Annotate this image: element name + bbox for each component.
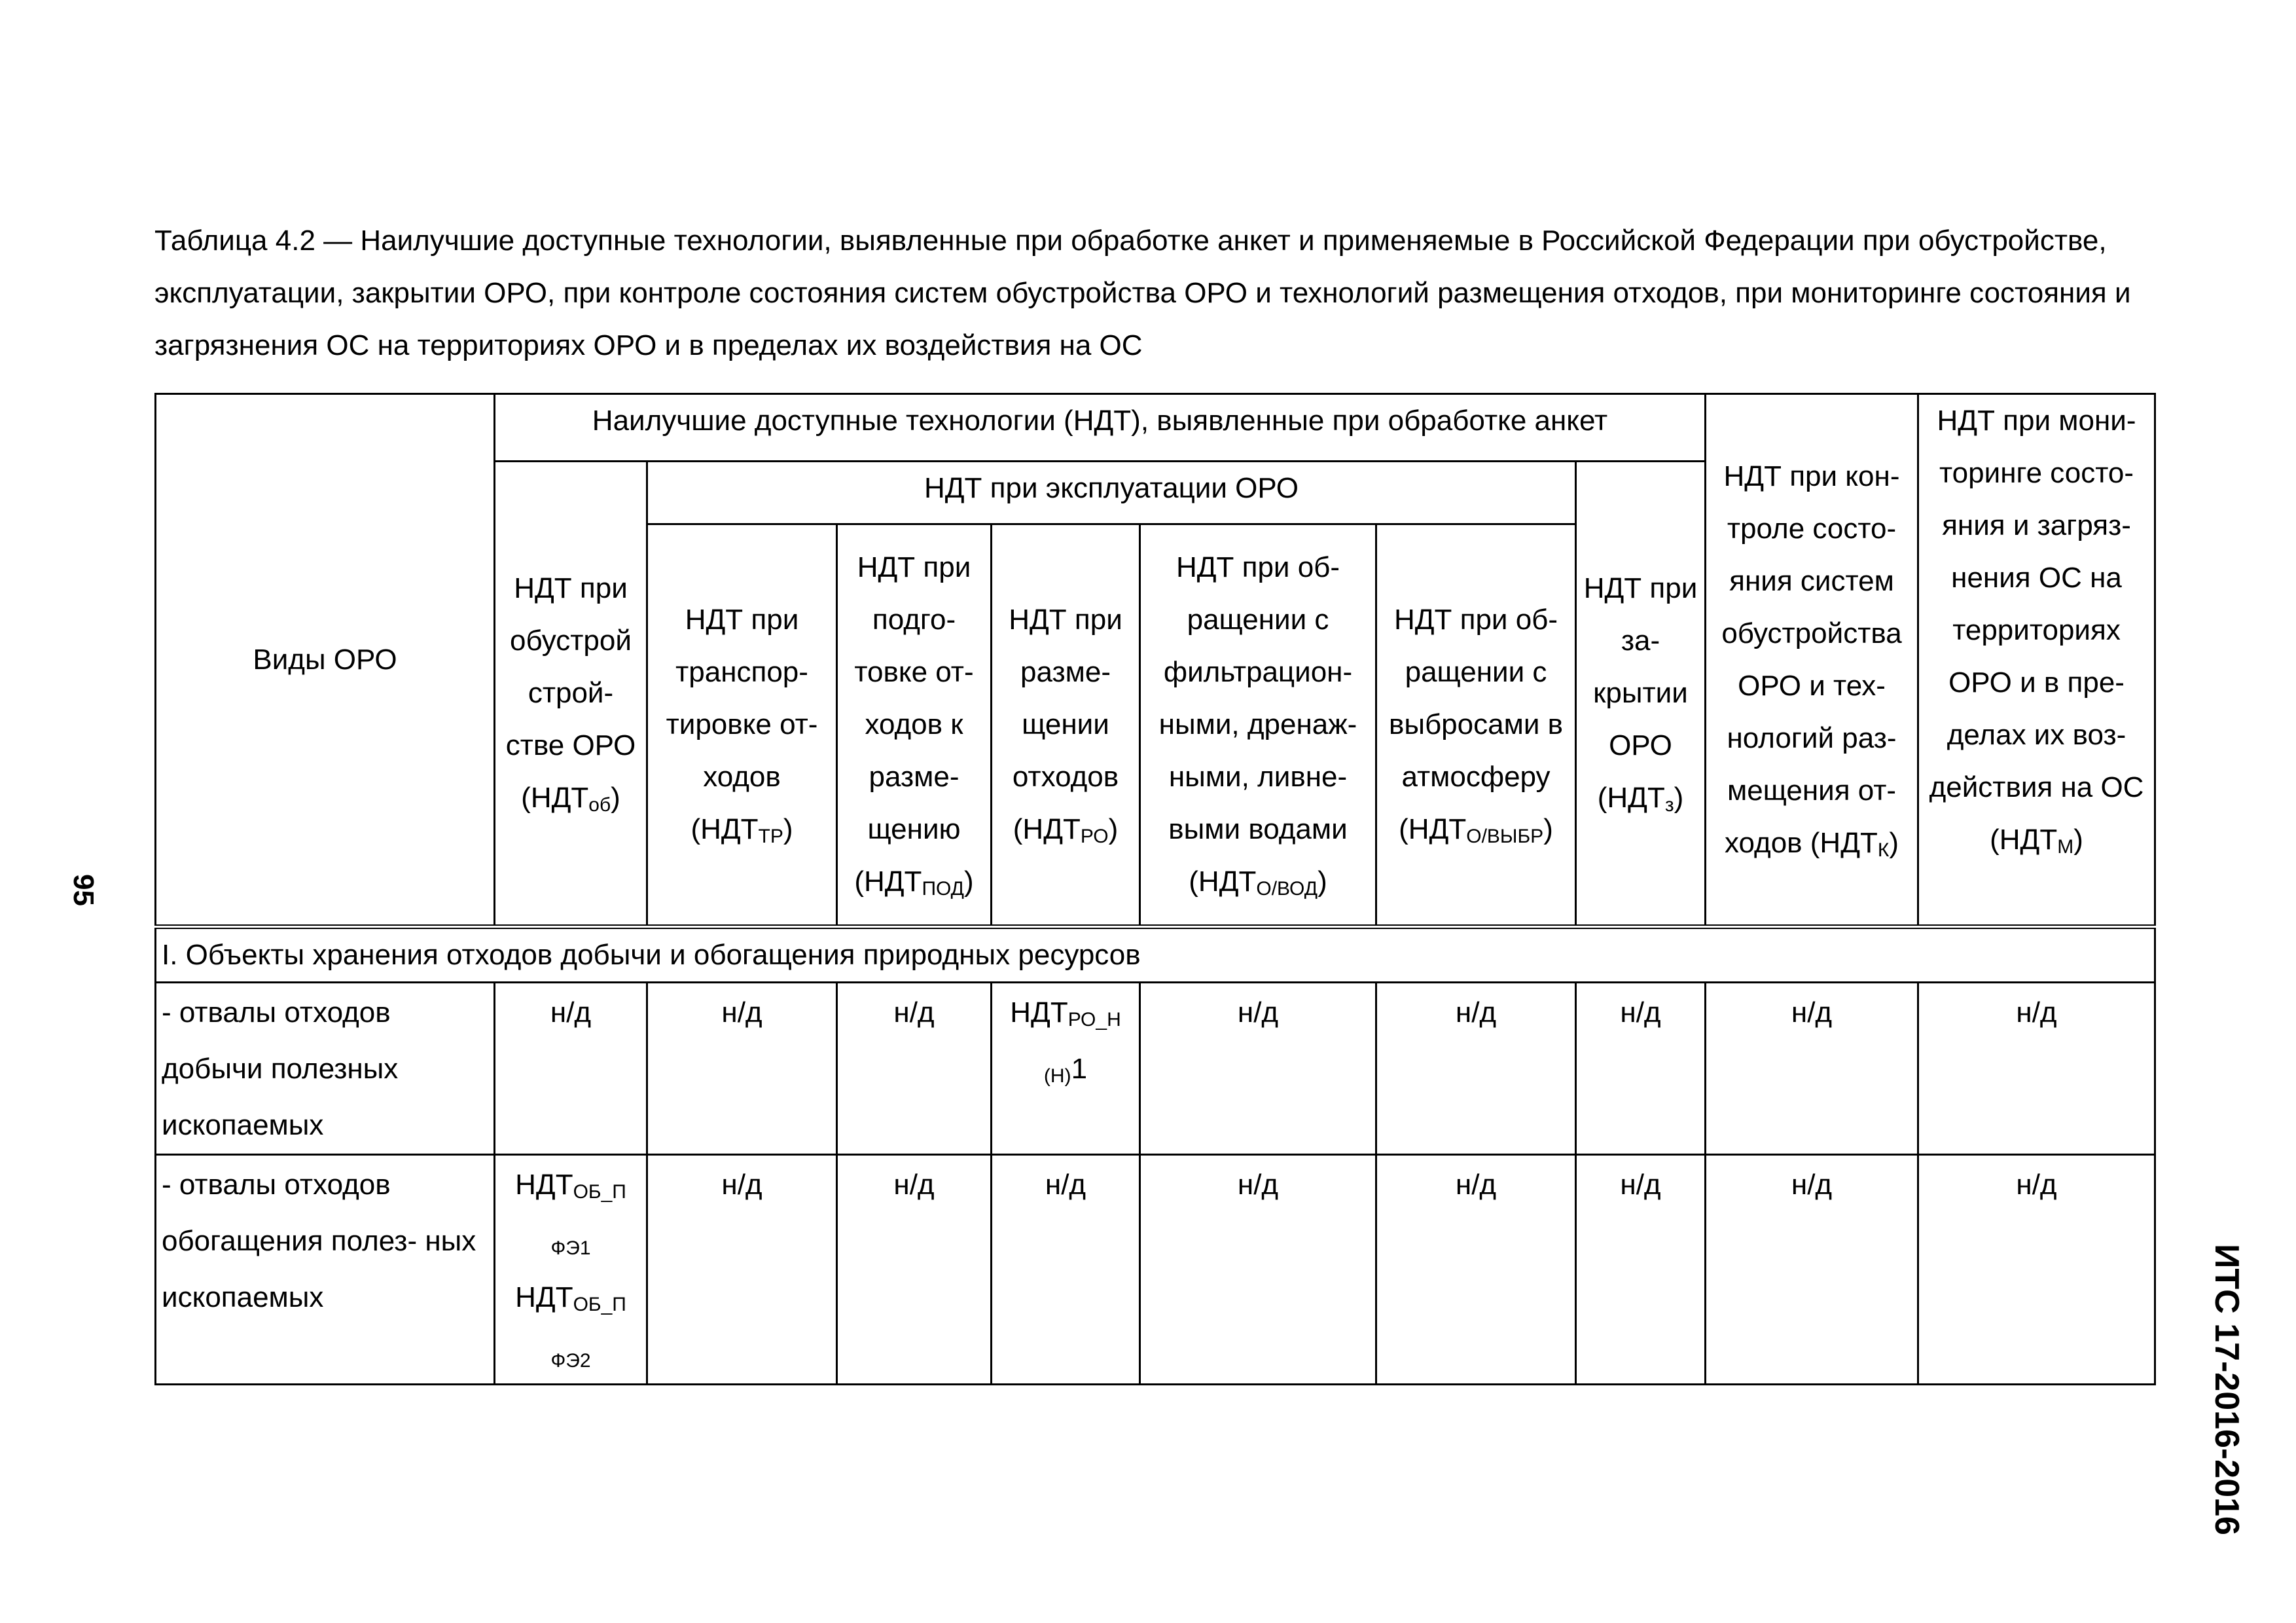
cell-placement: $НДТ_{РО\_Н (Н)}1$ <box>992 983 1140 1155</box>
cell-closure: н/д <box>1576 1155 1706 1385</box>
header-control: НДТ при кон- троле состо- яния систем обустройства ОРО и тех- нологий раз- мещения от- ходов $(НДТ_К)$ <box>1706 394 1918 927</box>
cell-emissions: н/д <box>1376 983 1576 1155</box>
cell-preparation: н/д <box>837 1155 992 1385</box>
section-row <box>156 927 2155 983</box>
cell-preparation: н/д <box>837 983 992 1155</box>
row-label: - отвалы отходов добычи полезных ископаемых <box>156 983 495 1155</box>
cell-closure: н/д <box>1576 983 1706 1155</box>
header-types: Виды ОРО <box>156 394 495 927</box>
cell-transport: н/д <box>647 983 837 1155</box>
section-title: I. Объекты хранения отходов добычи и обогащения природных ресурсов <box>156 927 2155 983</box>
table-caption: Таблица 4.2 — Наилучшие доступные технологии, выявленные при обработке анкет и применяемые в Российской Федерации при обустройстве, эксплуатации, закрытии ОРО, при контроле состояния систем обустройства ОРО и технологий размещения отходов, при мониторинге состояния и загрязнения ОС на территориях ОРО и в пределах их воздействия на ОС <box>154 225 2131 361</box>
page-number: 95 <box>67 874 99 906</box>
cell-transport: н/д <box>647 1155 837 1385</box>
table-row <box>156 1155 2155 1385</box>
header-monitoring: НДТ при мони- торинге состо- яния и загряз- нения ОС на территориях ОРО и в пре- делах их воз- действия на ОС $(НДТ_М)$ <box>1918 394 2155 927</box>
table-row <box>156 983 2155 1155</box>
cell-placement: н/д <box>992 1155 1140 1385</box>
header-row-1 <box>156 394 2155 462</box>
cell-construction: н/д <box>495 983 647 1155</box>
header-group-identified: Наилучшие доступные технологии (НДТ), выявленные при обработке анкет <box>495 394 1706 462</box>
header-preparation: НДТ при подго- товке от- ходов к разме- щению $(НДТ_{ПОД})$ <box>837 524 992 927</box>
cell-emissions: н/д <box>1376 1155 1576 1385</box>
cell-control: н/д <box>1706 1155 1918 1385</box>
header-construction: НДТ при обустрой строй- стве ОРО $(НДТ_{об})$ <box>495 462 647 927</box>
cell-water: н/д <box>1140 983 1376 1155</box>
header-emissions: НДТ при об- ращении с выбросами в атмосферу $(НДТ_{О/ВЫБР})$ <box>1376 524 1576 927</box>
cell-control: н/д <box>1706 983 1918 1155</box>
header-group-operation: НДТ при эксплуатации ОРО <box>647 462 1576 524</box>
bat-table <box>154 393 2156 1385</box>
header-placement: НДТ при разме- щении отходов $(НДТ_{РО})$ <box>992 524 1140 927</box>
standard-code: ИТС 17-2016-2016 <box>2208 1244 2246 1535</box>
row-label: - отвалы отходов обогащения полез- ных ископаемых <box>156 1155 495 1385</box>
cell-monitoring: н/д <box>1918 1155 2155 1385</box>
header-closure: НДТ при за- крытии ОРО $(НДТ_з)$ <box>1576 462 1706 927</box>
cell-construction: $НДТ_{ОБ\_П ФЭ1}$ $НДТ_{ОБ\_П ФЭ2}$ <box>495 1155 647 1385</box>
header-transport: НДТ при транспор- тировке от- ходов $(НДТ_{ТР})$ <box>647 524 837 927</box>
cell-monitoring: н/д <box>1918 983 2155 1155</box>
cell-water: н/д <box>1140 1155 1376 1385</box>
header-water: НДТ при об- ращении с фильтрацион- ными, дренаж- ными, ливне- выми водами $(НДТ_{О/ВОД})$ <box>1140 524 1376 927</box>
